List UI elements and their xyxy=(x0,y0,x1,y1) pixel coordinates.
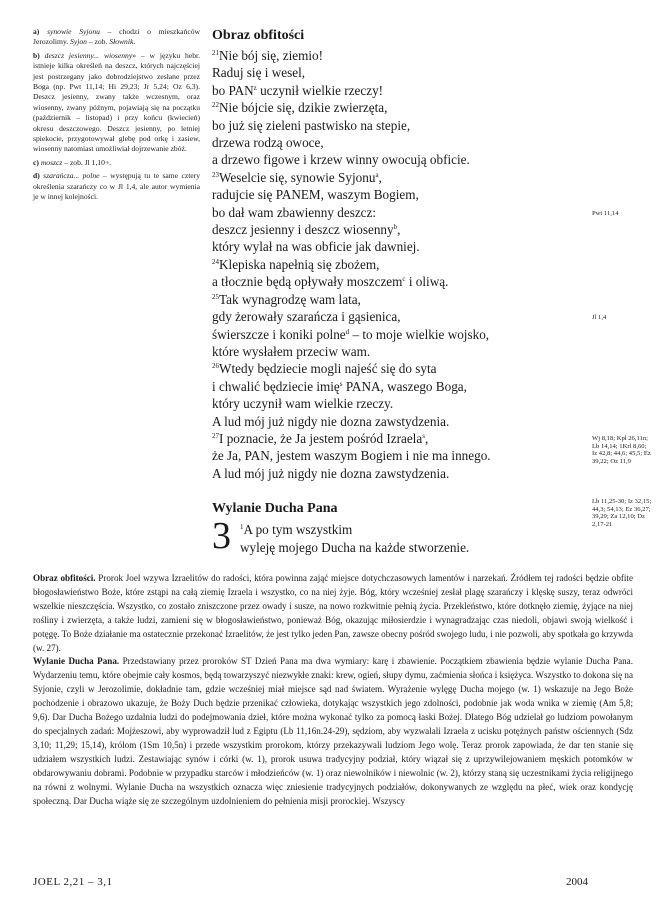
footnote-text: . xyxy=(133,37,136,47)
verse-text: bo PAN xyxy=(212,82,254,98)
footnote-marker: b xyxy=(393,223,398,232)
verse-line xyxy=(212,326,590,343)
footnote xyxy=(33,27,200,48)
margin-ref: Lb 11,25-30; Iz 32,15; 44,3; 54,13; Ez 36,27; 39,29; Za 12,10; Dz 2,17-21 xyxy=(592,498,652,528)
verse-text: , xyxy=(378,169,382,185)
verse-line xyxy=(212,204,590,221)
commentary xyxy=(33,572,633,808)
footnote-marker: s xyxy=(422,431,425,440)
verse-text: wyleję mojego Ducha na każde stworzenie. xyxy=(240,539,470,555)
footnotes xyxy=(33,27,200,206)
verse-line xyxy=(212,117,590,134)
footnote-text: – występują tu te same cztery określenia szarańczy co w Jl 1,4, ale autor wymienia je w innej kolejności. xyxy=(33,171,201,202)
verse-line xyxy=(212,64,590,81)
commentary-heading: Wylanie Ducha Pana. xyxy=(33,656,120,667)
verse-text: – to moje wielkie wojsko, xyxy=(349,326,490,342)
verse-text: bo dał wam zbawienny deszcz: xyxy=(212,204,377,220)
verse-line xyxy=(212,360,590,377)
verse-text: Nie bójcie się, dzikie zwierzęta, xyxy=(219,100,388,116)
margin-ref: Pwt 11,14 xyxy=(592,210,619,217)
footnote-marker: z xyxy=(253,83,257,92)
verse-number: 22 xyxy=(212,101,219,110)
margin-ref: Wj 8,18; Kpł 26,11n; Lb 14,14; 1Krl 8,60; Iz 42,8; 44,6; 45,5; Ez 39,22; Oz 11,9 xyxy=(592,435,651,465)
section-title-obraz: Obraz obfitości xyxy=(212,28,305,43)
footnote-text: – chodzi o mieszkańców Jerozolimy. xyxy=(33,27,200,47)
verse-text: i chwalić będziecie imię xyxy=(212,378,340,394)
commentary-heading: Obraz obfitości. xyxy=(33,573,96,583)
verse-line xyxy=(212,291,590,308)
chapter-start xyxy=(212,515,590,561)
verse-text: a tłocznie będą opływały moszczem xyxy=(212,274,403,290)
footnote-text: – zob. xyxy=(86,37,110,47)
verse-text: A lud mój już nigdy nie dozna zawstydzenia. xyxy=(212,413,450,429)
verse-line xyxy=(212,413,590,430)
footnote-marker: s xyxy=(339,379,343,388)
footnote-marker: a xyxy=(375,170,379,179)
footnote xyxy=(33,51,200,155)
verse-text: świerszcze i koniki polne xyxy=(212,326,346,342)
verse-line xyxy=(212,256,590,273)
verse-line xyxy=(212,343,590,360)
main-text xyxy=(212,27,590,561)
verse-text: PANA, waszego Boga, xyxy=(342,378,467,394)
verse-line xyxy=(212,82,590,99)
verse-number: 25 xyxy=(212,292,219,301)
verse-text: radujcie się PANEM, waszym Bogiem, xyxy=(212,187,419,203)
commentary-paragraph xyxy=(33,572,633,655)
footnote-text: – zob. Jl 1,10+. xyxy=(62,157,112,167)
footnote-term: synowie Syjonu xyxy=(47,27,100,36)
verse-text: a drzewo figowe i krzew winny owocują obficie. xyxy=(212,152,470,168)
verse-line xyxy=(212,308,590,325)
verse-text: Tak wynagrodzę wam lata, xyxy=(219,291,361,307)
footnote-letter: c) xyxy=(33,157,39,167)
footnote-term: Syjon xyxy=(70,37,87,47)
verse-text: Klepiska napełnią się zbożem, xyxy=(219,256,380,272)
footnote-letter: b) xyxy=(33,50,40,60)
commentary-paragraph xyxy=(33,655,633,808)
verse-text: który wylał na was obficie jak dawniej. xyxy=(212,239,420,255)
verse-text: I poznacie, że Ja jestem pośród Izraela xyxy=(219,430,423,446)
verse-line xyxy=(212,238,590,255)
verse-text: Wtedy będziecie mogli najeść się do syta xyxy=(219,361,437,377)
commentary-text: Przedstawiany przez proroków ST Dzień Pana ma dwa wymiary: karę i zbawienie. Początkiem zbawienia będzie wylanie Ducha Pana. Wydarzeniu temu, które obejmie cały kosmos, będą towarzyszyć niezwykłe znaki: krew, ogień, słupy dymu, zaćmienia słońca i księżyca. Wszystko to dokona się na Syjonie, czyli w Jerozolimie, dokładnie tam, gdzie wcześniej miał miejsce sąd nad światem. Wyrażenie wylęgę Ducha mojego (w. 1) wskazuje na Jego Boże pochodzenie i obrazowo ukazuje, że Boży Duch będzie przenikać człowieka, dotykając wszystkich jego zdolności, podobnie jak woda wnika w ziemię (Am 5,8; 9,6). Dar Ducha Bożego uzdalnia ludzi do podejmowania dzieł, które można wykonać tylko za pomocą łaski Bożej. Dlatego Bóg udzielał go ludziom powołanym do specjalnych zadań: Mojżeszowi, aby wyprowadził lud z Egiptu (Lb 11,16n.24-29), sędziom, aby wyzwalali Izraela z ucisku potężnych państw ościennych (Sdz 3,10; 11,29; 15,14), królom (1Sm 10,5n) i przede wszystkim prorokom, którzy przekazywali ludziom Jego wolę. Teraz prorok zapowiada, że dar ten stanie się udziałem wszystkich ludzi. Zestawiając synów i córki (w. 1), prorok usuwa tradycyjny podział, który wiązał się z uprzywilejowaniem męskich potomków w obdarowywaniu dobrami. Podobnie w przypadku starców i młodzieńców (w. 1) oraz niewolników i niewolnic (w. 2), którzy staną się uczestnikami życia religijnego na równi z wolnymi. Wylanie Ducha na wszystkich oznacza więc zniesienie tradycyjnych podziałów, dokonywanych ze względu na płeć, wiek oraz kondycję społeczną. Dar Ducha wiąże się ze szczególnym uzdolnieniem do pełnienia misji prorockiej. Wszyscy xyxy=(33,656,633,806)
verse-block xyxy=(212,47,590,482)
verse-text: Nie bój się, ziemio! xyxy=(219,48,324,63)
margin-ref: Jl 1,4 xyxy=(592,314,607,321)
verse-line xyxy=(212,99,590,116)
verse-line xyxy=(212,47,590,64)
verse-text: deszcz jesienny i deszcz wiosenny xyxy=(212,222,394,238)
page-number: 2004 xyxy=(566,876,588,888)
footnote-marker: c xyxy=(402,275,406,284)
verse-line xyxy=(212,221,590,238)
verse-line xyxy=(240,539,469,556)
verse-text: A po tym wszystkim xyxy=(243,522,353,538)
verse-line xyxy=(212,186,590,203)
verse-text: bo już się zieleni pastwisko na stepie, xyxy=(212,117,411,133)
verse-number: 24 xyxy=(212,257,219,266)
verse-number: 1 xyxy=(240,523,244,532)
verse-line xyxy=(212,395,590,412)
footnote-marker: d xyxy=(345,327,350,336)
footnote xyxy=(33,158,200,168)
verse-text: że Ja, PAN, jestem waszym Bogiem i nie ma innego. xyxy=(212,448,491,464)
footnote-term: szarańcza... polne xyxy=(43,171,100,181)
footnote-term: deszcz jesienny... wiosenny xyxy=(44,50,133,60)
footnote xyxy=(33,171,200,202)
footnote-letter: a) xyxy=(33,27,40,36)
footnote-ref: Słownik xyxy=(109,37,134,47)
verse-line xyxy=(212,378,590,395)
verse-text: i oliwą. xyxy=(405,274,449,290)
verse-line xyxy=(212,169,590,186)
verse-line xyxy=(212,273,590,290)
verse-text: Weselcie się, synowie Syjonu xyxy=(219,169,376,185)
verse-text: Raduj się i wesel, xyxy=(212,65,306,81)
verse-number: 23 xyxy=(212,170,219,179)
footer-reference: JOEL 2,21 – 3,1 xyxy=(33,876,113,888)
footnote-text: » – w języku hebr. istnieje kilka określeń na deszcz, których najczęściej jest postrzegany jako dobrodziejstwo zesłane przez Boga (np. Pwt 11,14; Hi 29,23; Jr 5,24; Oz 6,3). Deszcz jesienny, zwany także wczesnym, oraz wiosenny, zwany późnym, pojawiają się na początku (październik – listopad) i przy końcu (kwiecień) okresu deszczowego. Deszcz jesienny, po letniej spiekocie, przygotowywał glebę pod orkę i zasiew, wiosenny natomiast umożliwiał dojrzewanie zbóż. xyxy=(33,50,200,154)
verse-text: , xyxy=(424,430,429,446)
verse-text: A lud mój już nigdy nie dozna zawstydzenia. xyxy=(212,465,450,481)
verse-line xyxy=(212,447,590,464)
chapter-number: 3 xyxy=(212,515,231,558)
verse-line xyxy=(212,151,590,168)
verse-text: drzewa rodzą owoce, xyxy=(212,135,324,151)
footnote-term: moszcz xyxy=(40,157,63,167)
verse-number: 26 xyxy=(212,362,219,371)
commentary-text: Prorok Joel wzywa Izraelitów do radości, która powinna zająć miejsce dotychczasowych lamentów i narzekań. Źródłem tej radości będzie obfite błogosławieństwo Boże, które zstąpi na całą ziemię Izraela i wszystko, co na niej żyje. Bóg, który wcześniej zesłał plagę szarańczy i klęskę suszy, teraz odwróci wszelkie nieszczęścia. Wszystko, co zostało zniszczone przez owady i susze, na nowo rozkwitnie pełnią życia. Przekleństwo, które dotknęło ziemię, żyjące na niej rośliny i zwierzęta, a także ludzi, zamieni się w błogosławieństwo, ponieważ Bóg, okazując miłosierdzie i wynagradzając czas niedoli, objawi swoją wielkość i potęgę. To Boże działanie ma ostatecznie przekonać Izraelitów, że jest tylko jeden Pan, zawsze obecny pośród swojego ludu, i nie pozwoli, aby spotkała go krzywda (w. 27). xyxy=(33,573,633,653)
verse-number: 27 xyxy=(212,431,219,440)
verse-text: gdy żerowały szarańcza i gąsienica, xyxy=(212,309,401,325)
verse-text: uczynił wielkie rzeczy! xyxy=(256,82,384,98)
verse-text: , xyxy=(397,222,401,238)
verse-number: 21 xyxy=(212,49,219,57)
verse-line xyxy=(212,134,590,151)
verse-line xyxy=(212,430,590,447)
section-title-wylanie: Wylanie Ducha Pana xyxy=(212,501,338,517)
verse-text: który uczynił wam wielkie rzeczy. xyxy=(212,396,394,412)
verse-text: które wysłałem przeciw wam. xyxy=(212,343,371,359)
footnote-letter: d) xyxy=(33,171,40,181)
verse-line xyxy=(212,465,590,482)
verse-line xyxy=(240,521,469,538)
chapter-lines xyxy=(240,521,469,556)
